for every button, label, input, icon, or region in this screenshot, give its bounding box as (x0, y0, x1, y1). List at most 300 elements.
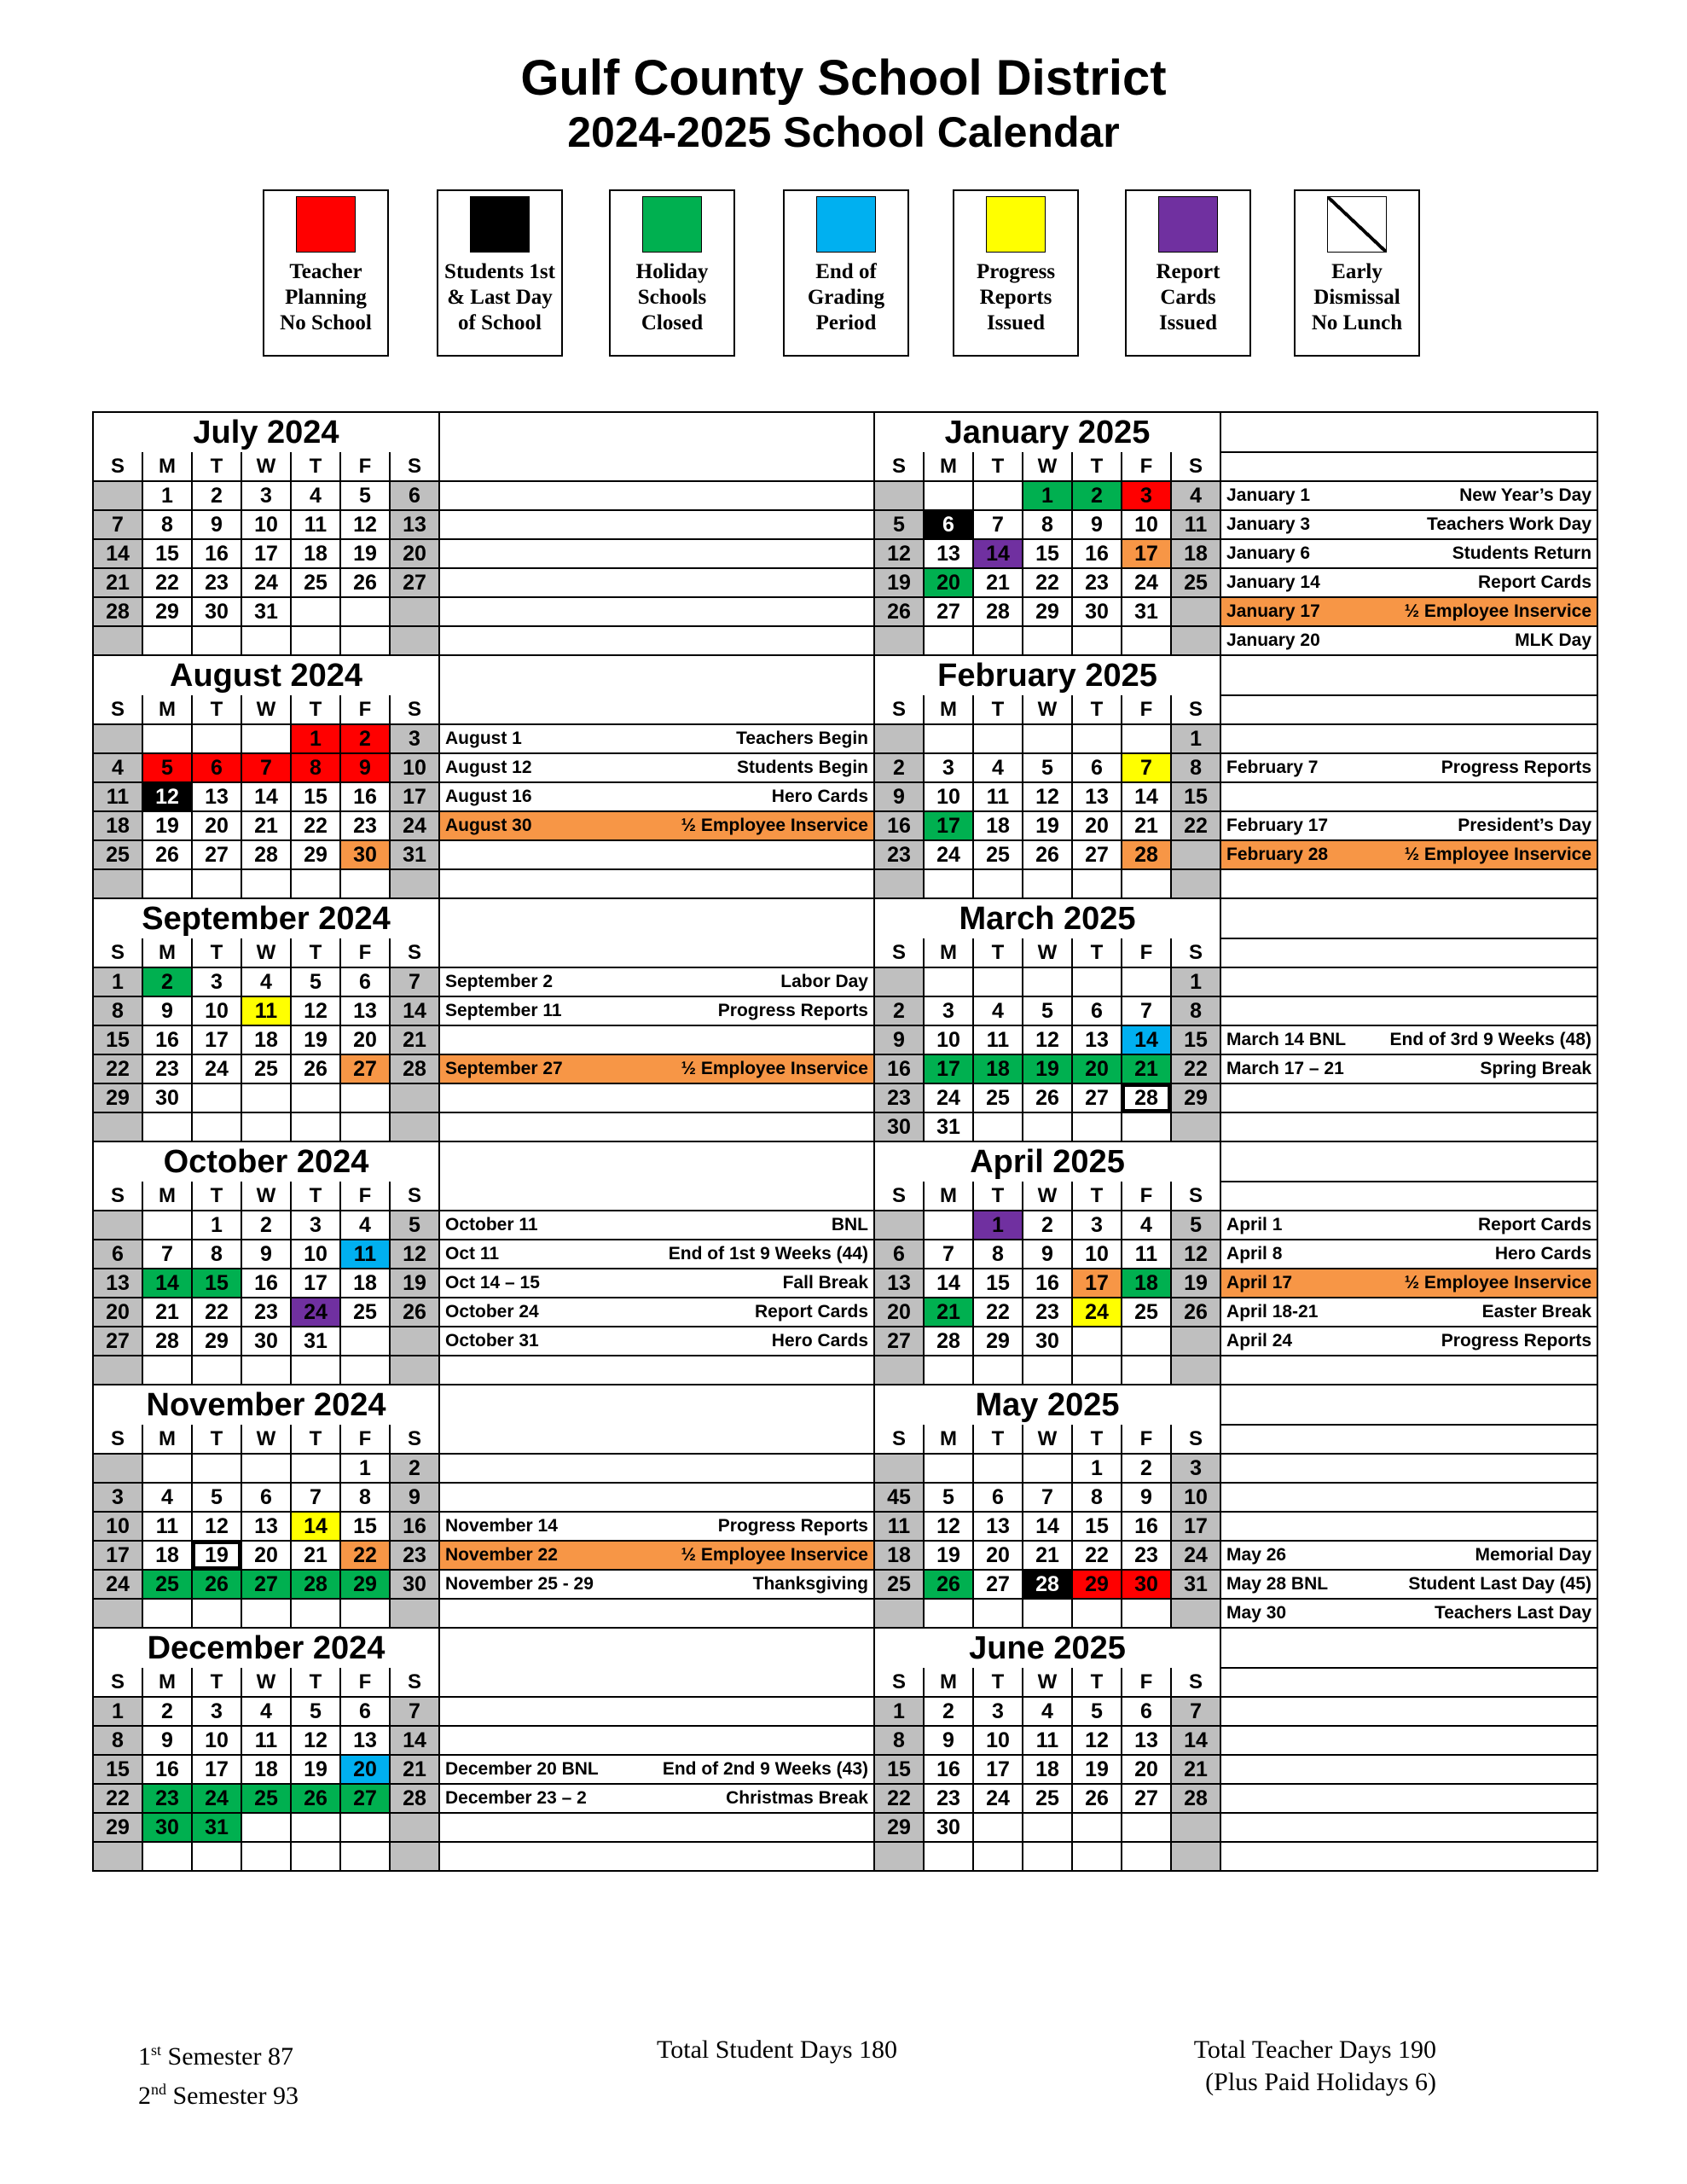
day-cell (924, 967, 973, 996)
day-header: T (291, 695, 340, 724)
day-cell: 18 (874, 1541, 924, 1570)
event-row (439, 840, 874, 869)
day-cell: 27 (340, 1054, 390, 1083)
day-cell: 6 (874, 1240, 924, 1269)
day-cell (924, 626, 973, 655)
event-row (1220, 967, 1597, 996)
day-cell: 6 (924, 510, 973, 539)
events-blank (439, 938, 874, 967)
day-cell: 14 (390, 996, 439, 1025)
day-cell: 10 (1072, 1240, 1122, 1269)
event-date: October 24 (445, 1302, 539, 1321)
day-cell: 1 (874, 1697, 924, 1726)
day-cell: 16 (390, 1512, 439, 1541)
legend-label: End of Grading Period (807, 260, 885, 334)
event-row (1220, 1327, 1597, 1356)
day-cell: 15 (973, 1269, 1023, 1298)
day-header: W (1023, 452, 1072, 481)
day-cell: 8 (142, 510, 192, 539)
day-cell: 14 (1122, 1025, 1171, 1054)
day-cell: 14 (390, 1726, 439, 1755)
day-cell: 1 (142, 481, 192, 510)
day-header: W (241, 1182, 291, 1211)
day-cell: 25 (291, 568, 340, 597)
event-row (439, 1211, 874, 1240)
day-cell (973, 626, 1023, 655)
events-blank (439, 452, 874, 481)
event-row (1220, 1842, 1597, 1871)
day-cell (973, 1842, 1023, 1871)
day-cell: 5 (390, 1211, 439, 1240)
day-cell (1171, 1842, 1220, 1871)
day-cell (291, 1813, 340, 1842)
day-cell (1023, 869, 1072, 898)
day-cell: 28 (291, 1570, 340, 1599)
day-cell: 27 (390, 568, 439, 597)
events-blank (1220, 1385, 1597, 1425)
day-cell: 27 (1122, 1784, 1171, 1813)
day-cell (142, 1211, 192, 1240)
event-date: April 17 (1226, 1273, 1293, 1292)
legend-item (1125, 189, 1251, 357)
event-row (439, 1083, 874, 1112)
day-cell: 18 (1171, 539, 1220, 568)
day-cell: 3 (973, 1697, 1023, 1726)
day-cell: 22 (93, 1784, 142, 1813)
day-cell (1023, 724, 1072, 753)
event-row (439, 1541, 874, 1570)
day-cell (291, 1356, 340, 1385)
day-cell (1171, 1813, 1220, 1842)
day-header: S (1171, 1425, 1220, 1454)
day-header: S (874, 695, 924, 724)
day-cell: 19 (1072, 1755, 1122, 1784)
day-cell: 8 (973, 1240, 1023, 1269)
day-cell (1023, 1599, 1072, 1628)
day-header: T (192, 1182, 241, 1211)
day-cell (924, 1211, 973, 1240)
event-row (439, 597, 874, 626)
events-blank (439, 1425, 874, 1454)
day-cell: 13 (192, 782, 241, 811)
legend-label: Early Dismissal No Lunch (1311, 260, 1403, 334)
day-cell (1023, 1813, 1072, 1842)
day-cell: 1 (1171, 967, 1220, 996)
day-cell (390, 869, 439, 898)
day-cell: 27 (973, 1570, 1023, 1599)
day-cell: 14 (1171, 1726, 1220, 1755)
day-cell: 14 (93, 539, 142, 568)
day-cell: 15 (1023, 539, 1072, 568)
day-cell: 12 (340, 510, 390, 539)
event-row (1220, 1784, 1597, 1813)
day-header: W (241, 695, 291, 724)
day-cell (142, 1112, 192, 1141)
day-cell: 27 (340, 1784, 390, 1813)
day-cell: 9 (390, 1483, 439, 1512)
day-cell: 18 (241, 1755, 291, 1784)
day-cell: 16 (924, 1755, 973, 1784)
day-cell: 22 (192, 1298, 241, 1327)
event-date: August 30 (445, 816, 532, 835)
events-blank (439, 1385, 874, 1425)
day-cell: 13 (340, 1726, 390, 1755)
events-blank (439, 655, 874, 695)
event-row (1220, 481, 1597, 510)
day-cell: 11 (1171, 510, 1220, 539)
day-cell: 22 (1023, 568, 1072, 597)
day-header: T (291, 938, 340, 967)
day-cell: 2 (142, 1697, 192, 1726)
day-cell: 18 (142, 1541, 192, 1570)
legend-item (953, 189, 1079, 357)
event-row (439, 811, 874, 840)
day-cell: 9 (1122, 1483, 1171, 1512)
day-cell: 31 (1122, 597, 1171, 626)
day-cell (340, 1083, 390, 1112)
day-cell (340, 626, 390, 655)
day-cell (874, 1842, 924, 1871)
day-cell: 7 (973, 510, 1023, 539)
day-cell: 29 (192, 1327, 241, 1356)
day-cell: 30 (1122, 1570, 1171, 1599)
total-student-days: Total Student Days 180 (657, 2036, 898, 2064)
day-cell: 27 (1072, 1083, 1122, 1112)
day-cell (973, 1356, 1023, 1385)
day-cell (192, 724, 241, 753)
day-cell: 17 (924, 1054, 973, 1083)
day-cell (924, 869, 973, 898)
day-cell: 19 (340, 539, 390, 568)
day-header: M (924, 938, 973, 967)
day-cell (924, 1356, 973, 1385)
day-cell: 15 (93, 1025, 142, 1054)
event-name: Easter Break (1481, 1302, 1592, 1321)
day-cell: 5 (924, 1483, 973, 1512)
day-cell (1171, 1327, 1220, 1356)
day-cell: 17 (192, 1025, 241, 1054)
semester-2-days: 2nd Semester 93 (138, 2081, 299, 2110)
day-cell: 2 (192, 481, 241, 510)
day-cell (340, 1599, 390, 1628)
event-date: January 1 (1226, 485, 1311, 505)
day-cell: 26 (390, 1298, 439, 1327)
day-cell (924, 1842, 973, 1871)
event-row (1220, 1599, 1597, 1628)
legend-swatch (986, 196, 1046, 253)
day-cell: 22 (973, 1298, 1023, 1327)
event-name: New Year’s Day (1459, 485, 1592, 505)
day-cell: 4 (241, 967, 291, 996)
day-cell: 11 (291, 510, 340, 539)
event-row (439, 724, 874, 753)
event-row (439, 1755, 874, 1784)
day-cell (1023, 967, 1072, 996)
day-header: S (93, 695, 142, 724)
event-date: September 27 (445, 1059, 563, 1078)
day-header: W (241, 1425, 291, 1454)
day-cell: 8 (291, 753, 340, 782)
day-cell: 26 (291, 1784, 340, 1813)
event-row (1220, 1054, 1597, 1083)
day-cell: 8 (1171, 996, 1220, 1025)
month-title: May 2025 (874, 1385, 1220, 1425)
day-header: S (874, 1425, 924, 1454)
day-cell: 1 (93, 1697, 142, 1726)
day-cell: 23 (874, 1083, 924, 1112)
legend-swatch (642, 196, 702, 253)
day-cell: 26 (192, 1570, 241, 1599)
day-cell: 23 (390, 1541, 439, 1570)
day-cell (192, 1454, 241, 1483)
day-cell (1072, 1813, 1122, 1842)
day-cell: 5 (340, 481, 390, 510)
day-cell: 16 (142, 1025, 192, 1054)
event-date: May 26 (1226, 1545, 1287, 1565)
day-header: W (1023, 1668, 1072, 1697)
day-header: F (340, 695, 390, 724)
event-name: End of 1st 9 Weeks (44) (668, 1244, 868, 1263)
event-date: May 30 (1226, 1603, 1287, 1623)
day-cell: 27 (874, 1327, 924, 1356)
day-cell (973, 967, 1023, 996)
day-cell: 22 (1171, 1054, 1220, 1083)
event-date: October 11 (445, 1215, 538, 1234)
events-blank (439, 695, 874, 724)
event-row (1220, 996, 1597, 1025)
event-row (439, 1697, 874, 1726)
event-date: February 28 (1226, 845, 1329, 864)
day-cell (1122, 1842, 1171, 1871)
day-cell (874, 724, 924, 753)
day-cell (1023, 1356, 1072, 1385)
event-row (439, 539, 874, 568)
day-header: T (1072, 1425, 1122, 1454)
day-cell: 12 (192, 1512, 241, 1541)
day-cell: 17 (192, 1755, 241, 1784)
month-title: January 2025 (874, 412, 1220, 452)
page-title: Gulf County School District (520, 50, 1167, 106)
day-cell: 28 (93, 597, 142, 626)
day-cell: 12 (924, 1512, 973, 1541)
day-cell: 18 (973, 811, 1023, 840)
day-cell: 23 (1072, 568, 1122, 597)
month-title: June 2025 (874, 1628, 1220, 1668)
day-header: T (192, 938, 241, 967)
day-cell: 8 (93, 1726, 142, 1755)
day-header: S (390, 452, 439, 481)
legend-swatch (296, 196, 356, 253)
legend-label: Teacher Planning No School (280, 260, 372, 334)
day-cell: 21 (1171, 1755, 1220, 1784)
day-cell: 28 (390, 1784, 439, 1813)
month-title: December 2024 (93, 1628, 439, 1668)
day-cell: 17 (1171, 1512, 1220, 1541)
event-row (439, 1356, 874, 1385)
day-cell (874, 1356, 924, 1385)
day-header: T (291, 1425, 340, 1454)
day-cell: 1 (192, 1211, 241, 1240)
day-cell: 23 (192, 568, 241, 597)
day-cell: 22 (340, 1541, 390, 1570)
day-header: W (241, 1668, 291, 1697)
day-cell: 12 (291, 1726, 340, 1755)
day-cell: 30 (1023, 1327, 1072, 1356)
day-cell: 27 (192, 840, 241, 869)
day-cell: 28 (924, 1327, 973, 1356)
day-cell: 1 (973, 1211, 1023, 1240)
day-header: M (924, 1182, 973, 1211)
event-row (1220, 1182, 1597, 1211)
event-row (439, 1599, 874, 1628)
day-cell: 20 (1072, 811, 1122, 840)
event-row (1220, 1356, 1597, 1385)
day-cell (1122, 1356, 1171, 1385)
day-cell: 29 (1171, 1083, 1220, 1112)
paid-holidays: (Plus Paid Holidays 6) (1205, 2068, 1436, 2096)
day-cell: 22 (291, 811, 340, 840)
day-header: M (142, 1182, 192, 1211)
day-cell: 16 (192, 539, 241, 568)
day-header: T (973, 938, 1023, 967)
day-cell: 15 (340, 1512, 390, 1541)
day-cell: 5 (1171, 1211, 1220, 1240)
day-cell: 2 (142, 967, 192, 996)
day-cell: 2 (1122, 1454, 1171, 1483)
day-cell: 6 (93, 1240, 142, 1269)
day-cell: 23 (924, 1784, 973, 1813)
day-cell: 31 (924, 1112, 973, 1141)
day-cell: 2 (1072, 481, 1122, 510)
day-cell: 2 (340, 724, 390, 753)
day-cell (874, 1211, 924, 1240)
day-cell: 21 (924, 1298, 973, 1327)
day-cell: 9 (874, 1025, 924, 1054)
day-cell: 2 (241, 1211, 291, 1240)
day-cell: 9 (924, 1726, 973, 1755)
day-cell: 12 (1023, 1025, 1072, 1054)
day-cell (390, 626, 439, 655)
day-cell: 11 (1122, 1240, 1171, 1269)
day-cell: 20 (390, 539, 439, 568)
day-cell (1122, 869, 1171, 898)
event-name: Hero Cards (771, 1331, 868, 1350)
day-cell (142, 1842, 192, 1871)
day-header: S (874, 938, 924, 967)
day-cell: 16 (1072, 539, 1122, 568)
day-cell: 17 (924, 811, 973, 840)
day-cell (1023, 1454, 1072, 1483)
day-cell (291, 1083, 340, 1112)
event-name: Memorial Day (1475, 1545, 1592, 1565)
day-cell: 18 (973, 1054, 1023, 1083)
day-cell (291, 597, 340, 626)
day-cell: 23 (142, 1054, 192, 1083)
event-name: Report Cards (1478, 1215, 1592, 1234)
day-cell: 9 (1023, 1240, 1072, 1269)
day-cell: 20 (874, 1298, 924, 1327)
day-cell: 9 (142, 996, 192, 1025)
day-cell (93, 1356, 142, 1385)
day-cell (241, 1356, 291, 1385)
day-cell: 21 (93, 568, 142, 597)
day-cell: 13 (973, 1512, 1023, 1541)
day-cell: 14 (1023, 1512, 1072, 1541)
legend-item (609, 189, 735, 357)
day-cell: 23 (241, 1298, 291, 1327)
day-cell: 19 (192, 1541, 241, 1570)
day-cell (93, 626, 142, 655)
day-cell: 22 (874, 1784, 924, 1813)
day-cell (973, 869, 1023, 898)
day-cell: 16 (874, 811, 924, 840)
day-cell (1072, 1327, 1122, 1356)
day-cell: 28 (1171, 1784, 1220, 1813)
day-cell: 6 (340, 1697, 390, 1726)
event-date: August 16 (445, 787, 532, 806)
day-cell (192, 1599, 241, 1628)
day-cell (1171, 1356, 1220, 1385)
day-cell (291, 1454, 340, 1483)
day-cell: 24 (973, 1784, 1023, 1813)
day-cell: 30 (142, 1813, 192, 1842)
events-blank (439, 1668, 874, 1697)
day-cell: 23 (340, 811, 390, 840)
day-cell (390, 1327, 439, 1356)
day-cell: 8 (1072, 1483, 1122, 1512)
day-cell: 14 (291, 1512, 340, 1541)
legend-item (1294, 189, 1420, 357)
day-cell: 17 (973, 1755, 1023, 1784)
day-cell: 8 (1023, 510, 1072, 539)
day-cell (1171, 597, 1220, 626)
day-cell (340, 1356, 390, 1385)
day-cell: 2 (874, 996, 924, 1025)
day-cell: 3 (241, 481, 291, 510)
day-cell: 7 (924, 1240, 973, 1269)
day-cell (192, 1112, 241, 1141)
day-cell: 7 (291, 1483, 340, 1512)
day-cell: 15 (142, 539, 192, 568)
day-cell (241, 1454, 291, 1483)
event-row (439, 753, 874, 782)
events-blank (439, 1141, 874, 1182)
event-row (439, 1726, 874, 1755)
day-cell (93, 481, 142, 510)
event-name: Students Return (1452, 543, 1592, 563)
event-date: September 2 (445, 972, 554, 991)
day-cell: 6 (390, 481, 439, 510)
day-cell (142, 869, 192, 898)
day-header: M (924, 1668, 973, 1697)
day-cell: 1 (1171, 724, 1220, 753)
event-row (439, 1054, 874, 1083)
event-row (1220, 626, 1597, 655)
day-cell: 29 (874, 1813, 924, 1842)
event-name: Progress Reports (1441, 1331, 1592, 1350)
day-cell: 21 (1023, 1541, 1072, 1570)
day-cell: 21 (241, 811, 291, 840)
day-cell: 24 (924, 1083, 973, 1112)
day-cell (192, 869, 241, 898)
event-row (1220, 539, 1597, 568)
day-cell (973, 1454, 1023, 1483)
day-cell: 11 (241, 1726, 291, 1755)
event-date: November 25 - 29 (445, 1574, 594, 1594)
day-cell: 21 (291, 1541, 340, 1570)
event-row (439, 1570, 874, 1599)
day-cell (291, 869, 340, 898)
